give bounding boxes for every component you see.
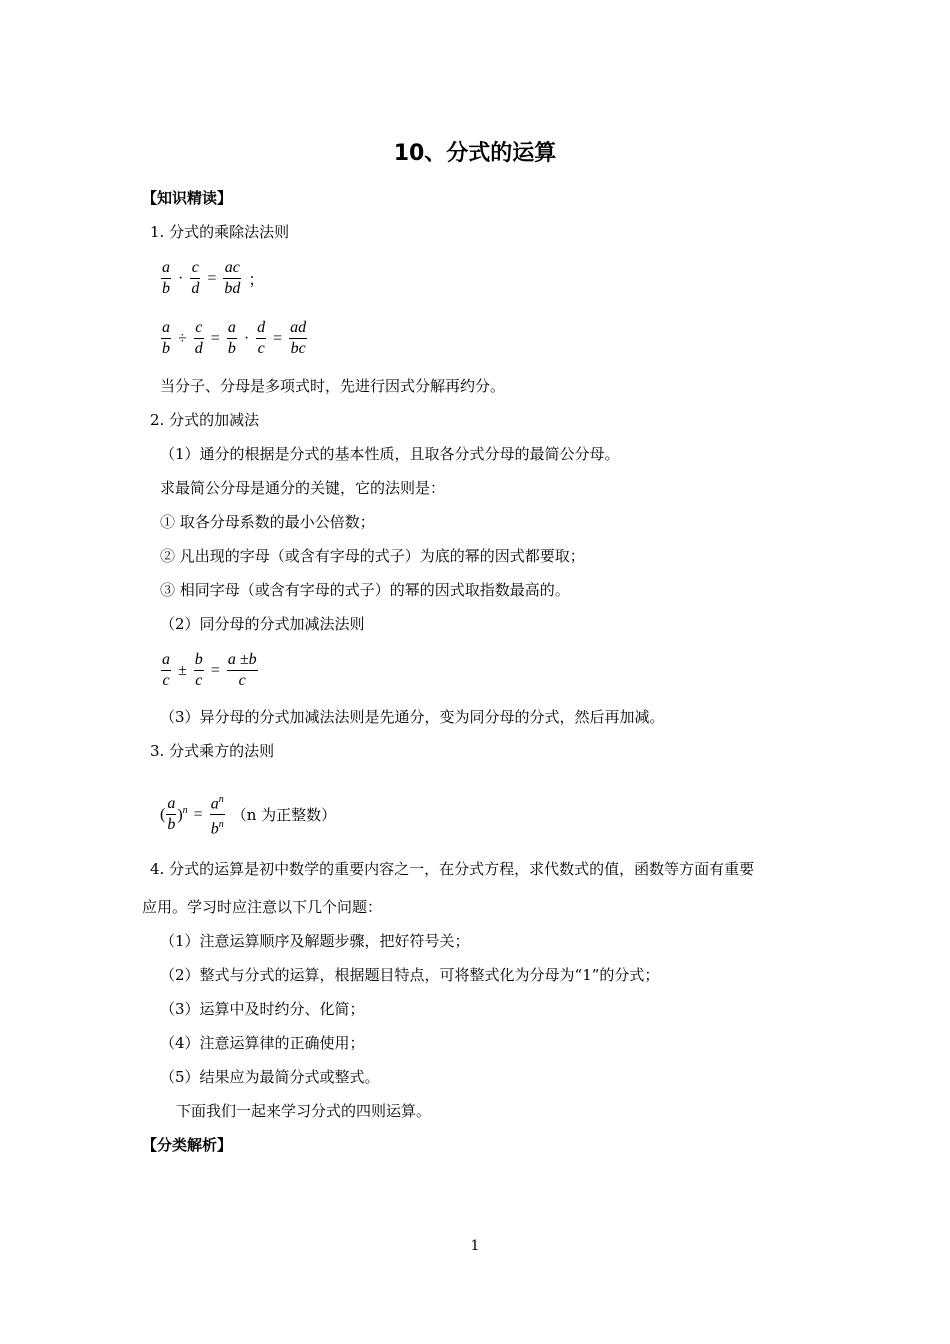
section-heading-knowledge: 【知识精读】 [142,189,233,207]
text-line: ③ 相同字母（或含有字母的式子）的幂的因式取指数最高的。 [160,581,570,599]
text-line: 2. 分式的加减法 [150,411,260,429]
text-line: 当分子、分母是多项式时，先进行因式分解再约分。 [160,377,506,395]
fraction: $\frac{b}{c}$ [194,651,203,689]
fraction: $\frac{a}{b}$ [167,795,176,834]
formula-division: $\frac{a}{b}$ ÷ $\frac{c}{d}$ = $\frac{a}{b}$ · $\frac{d}{c}$ = $\frac{ad}{bc}$ [162,319,307,357]
fraction: $\frac{c}{d}$ [191,259,200,297]
fraction: $\frac{a^n}{b^n}$ [210,790,225,840]
page-number: 1 [470,1238,480,1254]
text-line: （2）整式与分式的运算，根据题目特点，可将整式化为分母为“1”的分式； [160,966,660,984]
text-line: ① 取各分母系数的最小公倍数； [160,513,375,531]
text-line: （1）注意运算顺序及解题步骤，把好符号关； [160,932,470,950]
text-line: 求最简公分母是通分的关键，它的法则是： [160,479,446,497]
fraction: $\frac{a}{b}$ [162,319,170,357]
text-line: ② 凡出现的字母（或含有字母的式子）为底的幂的因式都要取； [160,547,585,565]
text-line: 1. 分式的乘除法法则 [150,223,290,241]
text-line: 3. 分式乘方的法则 [150,742,275,760]
fraction: $\frac{d}{c}$ [257,319,266,357]
fraction: $\frac{a \pm b}{c}$ [227,651,257,689]
text-line: （3）运算中及时约分、化简； [160,1000,365,1018]
text-line: 下面我们一起来学习分式的四则运算。 [176,1102,432,1120]
text-line: 应用。学习时应注意以下几个问题： [142,898,383,916]
text-line: （2）同分母的分式加减法法则 [160,615,365,633]
text-line: （4）注意运算律的正确使用； [160,1034,365,1052]
page-title: 10、分式的运算 [393,141,557,166]
formula-addition: $\frac{a}{c}$ ± $\frac{b}{c}$ = $\frac{a \pm b}{c}$ [162,651,257,689]
text-line: （3）异分母的分式加减法法则是先通分，变为同分母的分式，然后再加减。 [160,708,665,726]
fraction: $\frac{c}{d}$ [194,319,203,357]
fraction: $\frac{ac}{bd}$ [224,259,241,297]
text-line: （5）结果应为最简分式或整式。 [160,1068,380,1086]
text-line: （1）通分的根据是分式的基本性质，且取各分式分母的最简公分母。 [160,445,620,463]
fraction: $\frac{a}{b}$ [162,259,170,297]
formula-power: ( $\frac{a}{b}$ )$^n$ = $\frac{a^n}{b^n}$ （n 为正整数） [160,790,338,840]
fraction: $\frac{a}{b}$ [227,319,236,357]
fraction: $\frac{ad}{bc}$ [290,319,307,357]
section-heading-analysis: 【分类解析】 [142,1136,233,1154]
formula-multiplication: $\frac{a}{b}$ · $\frac{c}{d}$ = $\frac{ac}{bd}$ ； [162,259,265,297]
text-line: 4. 分式的运算是初中数学的重要内容之一，在分式方程，求代数式的值，函数等方面有重要 [150,860,755,878]
fraction: $\frac{a}{c}$ [162,651,170,689]
